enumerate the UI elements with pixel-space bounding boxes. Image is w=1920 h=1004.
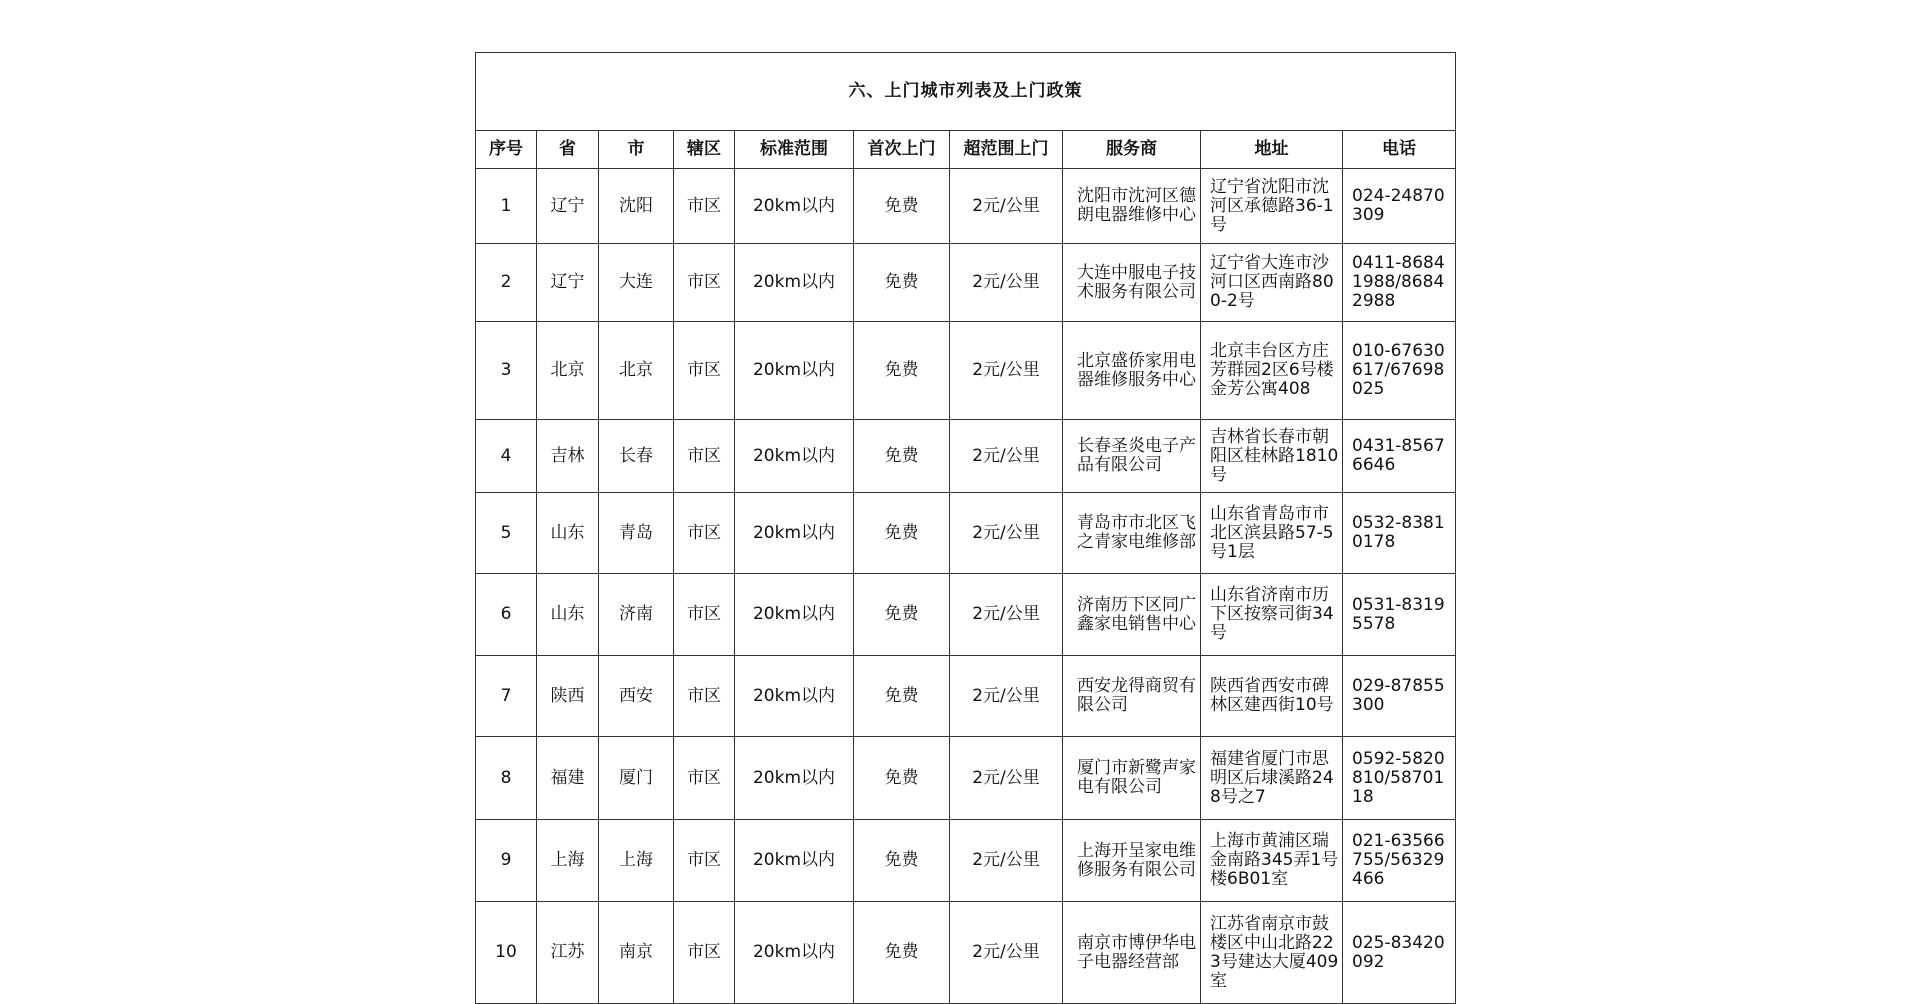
header-provider: 服务商	[1063, 131, 1201, 169]
cell-district: 市区	[674, 493, 735, 574]
cell-province: 陕西	[537, 656, 599, 737]
table-row	[476, 493, 1456, 574]
table-row	[476, 902, 1456, 1004]
cell-over-range: 2元/公里	[950, 420, 1063, 493]
cell-district: 市区	[674, 420, 735, 493]
cell-over-range: 2元/公里	[950, 737, 1063, 820]
cell-address: 上海市黄浦区瑞金南路345弄1号楼6B01室	[1201, 820, 1343, 902]
cell-phone: 010-67630617/67698025	[1343, 322, 1456, 420]
header-index: 序号	[476, 131, 537, 169]
cell-address: 辽宁省沈阳市沈河区承德路36-1号	[1201, 169, 1343, 244]
cell-first-visit: 免费	[854, 420, 950, 493]
cell-province: 山东	[537, 574, 599, 656]
cell-address: 陕西省西安市碑林区建西街10号	[1201, 656, 1343, 737]
cell-city: 大连	[599, 244, 674, 322]
cell-city: 青岛	[599, 493, 674, 574]
cell-provider: 北京盛侨家用电器维修服务中心	[1063, 322, 1201, 420]
cell-over-range: 2元/公里	[950, 244, 1063, 322]
cell-provider: 大连中服电子技术服务有限公司	[1063, 244, 1201, 322]
cell-range: 20km以内	[735, 820, 854, 902]
cell-district: 市区	[674, 902, 735, 1004]
cell-range: 20km以内	[735, 737, 854, 820]
cell-province: 辽宁	[537, 169, 599, 244]
cell-district: 市区	[674, 820, 735, 902]
cell-range: 20km以内	[735, 420, 854, 493]
cell-phone: 0431-85676646	[1343, 420, 1456, 493]
header-range: 标准范围	[735, 131, 854, 169]
table-body	[476, 169, 1456, 1004]
cell-index: 10	[476, 902, 537, 1004]
cell-province: 吉林	[537, 420, 599, 493]
table-row	[476, 420, 1456, 493]
cell-address: 福建省厦门市思明区后埭溪路248号之7	[1201, 737, 1343, 820]
cell-first-visit: 免费	[854, 737, 950, 820]
header-phone: 电话	[1343, 131, 1456, 169]
cell-address: 山东省青岛市市北区滨县路57-5号1层	[1201, 493, 1343, 574]
cell-phone: 0531-83195578	[1343, 574, 1456, 656]
cell-over-range: 2元/公里	[950, 656, 1063, 737]
cell-phone: 021-63566755/56329466	[1343, 820, 1456, 902]
cell-first-visit: 免费	[854, 656, 950, 737]
table-row	[476, 820, 1456, 902]
cell-index: 4	[476, 420, 537, 493]
cell-index: 7	[476, 656, 537, 737]
cell-first-visit: 免费	[854, 322, 950, 420]
header-district: 辖区	[674, 131, 735, 169]
cell-phone: 0411-86841988/86842988	[1343, 244, 1456, 322]
cell-city: 长春	[599, 420, 674, 493]
cell-address: 山东省济南市历下区按察司街34号	[1201, 574, 1343, 656]
cell-first-visit: 免费	[854, 493, 950, 574]
table-row	[476, 322, 1456, 420]
table-row	[476, 169, 1456, 244]
cell-provider: 沈阳市沈河区德朗电器维修中心	[1063, 169, 1201, 244]
cell-address: 江苏省南京市鼓楼区中山北路223号建达大厦409室	[1201, 902, 1343, 1004]
cell-provider: 长春圣炎电子产品有限公司	[1063, 420, 1201, 493]
cell-first-visit: 免费	[854, 244, 950, 322]
cell-over-range: 2元/公里	[950, 322, 1063, 420]
cell-range: 20km以内	[735, 656, 854, 737]
cell-phone: 0532-83810178	[1343, 493, 1456, 574]
document-title: 六、上门城市列表及上门政策	[476, 53, 1456, 131]
cell-phone: 0592-5820810/5870118	[1343, 737, 1456, 820]
cell-first-visit: 免费	[854, 574, 950, 656]
cell-range: 20km以内	[735, 244, 854, 322]
cell-city: 上海	[599, 820, 674, 902]
cell-city: 济南	[599, 574, 674, 656]
header-province: 省	[537, 131, 599, 169]
cell-range: 20km以内	[735, 169, 854, 244]
cell-phone: 025-83420092	[1343, 902, 1456, 1004]
cell-city: 西安	[599, 656, 674, 737]
cell-index: 5	[476, 493, 537, 574]
cell-range: 20km以内	[735, 493, 854, 574]
cell-over-range: 2元/公里	[950, 820, 1063, 902]
cell-index: 1	[476, 169, 537, 244]
cell-index: 6	[476, 574, 537, 656]
cell-province: 福建	[537, 737, 599, 820]
cell-provider: 青岛市市北区飞之青家电维修部	[1063, 493, 1201, 574]
header-over-range: 超范围上门	[950, 131, 1063, 169]
cell-city: 厦门	[599, 737, 674, 820]
cell-district: 市区	[674, 656, 735, 737]
cell-district: 市区	[674, 322, 735, 420]
cell-district: 市区	[674, 244, 735, 322]
cell-index: 2	[476, 244, 537, 322]
table-header-row	[476, 131, 1456, 169]
cell-over-range: 2元/公里	[950, 902, 1063, 1004]
table-row	[476, 574, 1456, 656]
table-row	[476, 656, 1456, 737]
cell-province: 上海	[537, 820, 599, 902]
cell-city: 沈阳	[599, 169, 674, 244]
cell-city: 南京	[599, 902, 674, 1004]
cell-over-range: 2元/公里	[950, 169, 1063, 244]
cell-province: 辽宁	[537, 244, 599, 322]
cell-address: 北京丰台区方庄芳群园2区6号楼金芳公寓408	[1201, 322, 1343, 420]
cell-provider: 西安龙得商贸有限公司	[1063, 656, 1201, 737]
cell-province: 北京	[537, 322, 599, 420]
header-city: 市	[599, 131, 674, 169]
cell-provider: 济南历下区同广鑫家电销售中心	[1063, 574, 1201, 656]
cell-range: 20km以内	[735, 322, 854, 420]
table-row	[476, 244, 1456, 322]
cell-provider: 上海开呈家电维修服务有限公司	[1063, 820, 1201, 902]
cell-first-visit: 免费	[854, 902, 950, 1004]
cell-province: 山东	[537, 493, 599, 574]
cell-district: 市区	[674, 737, 735, 820]
cell-over-range: 2元/公里	[950, 493, 1063, 574]
cell-address: 辽宁省大连市沙河口区西南路800-2号	[1201, 244, 1343, 322]
table-row	[476, 737, 1456, 820]
cell-provider: 南京市博伊华电子电器经营部	[1063, 902, 1201, 1004]
cell-address: 吉林省长春市朝阳区桂林路1810号	[1201, 420, 1343, 493]
cell-phone: 024-24870309	[1343, 169, 1456, 244]
cell-provider: 厦门市新鹭声家电有限公司	[1063, 737, 1201, 820]
service-city-table	[475, 52, 1456, 1004]
cell-phone: 029-87855300	[1343, 656, 1456, 737]
cell-district: 市区	[674, 574, 735, 656]
header-address: 地址	[1201, 131, 1343, 169]
cell-index: 8	[476, 737, 537, 820]
cell-district: 市区	[674, 169, 735, 244]
cell-index: 3	[476, 322, 537, 420]
cell-first-visit: 免费	[854, 820, 950, 902]
cell-city: 北京	[599, 322, 674, 420]
cell-province: 江苏	[537, 902, 599, 1004]
cell-over-range: 2元/公里	[950, 574, 1063, 656]
header-first-visit: 首次上门	[854, 131, 950, 169]
cell-range: 20km以内	[735, 574, 854, 656]
cell-range: 20km以内	[735, 902, 854, 1004]
cell-first-visit: 免费	[854, 169, 950, 244]
cell-index: 9	[476, 820, 537, 902]
